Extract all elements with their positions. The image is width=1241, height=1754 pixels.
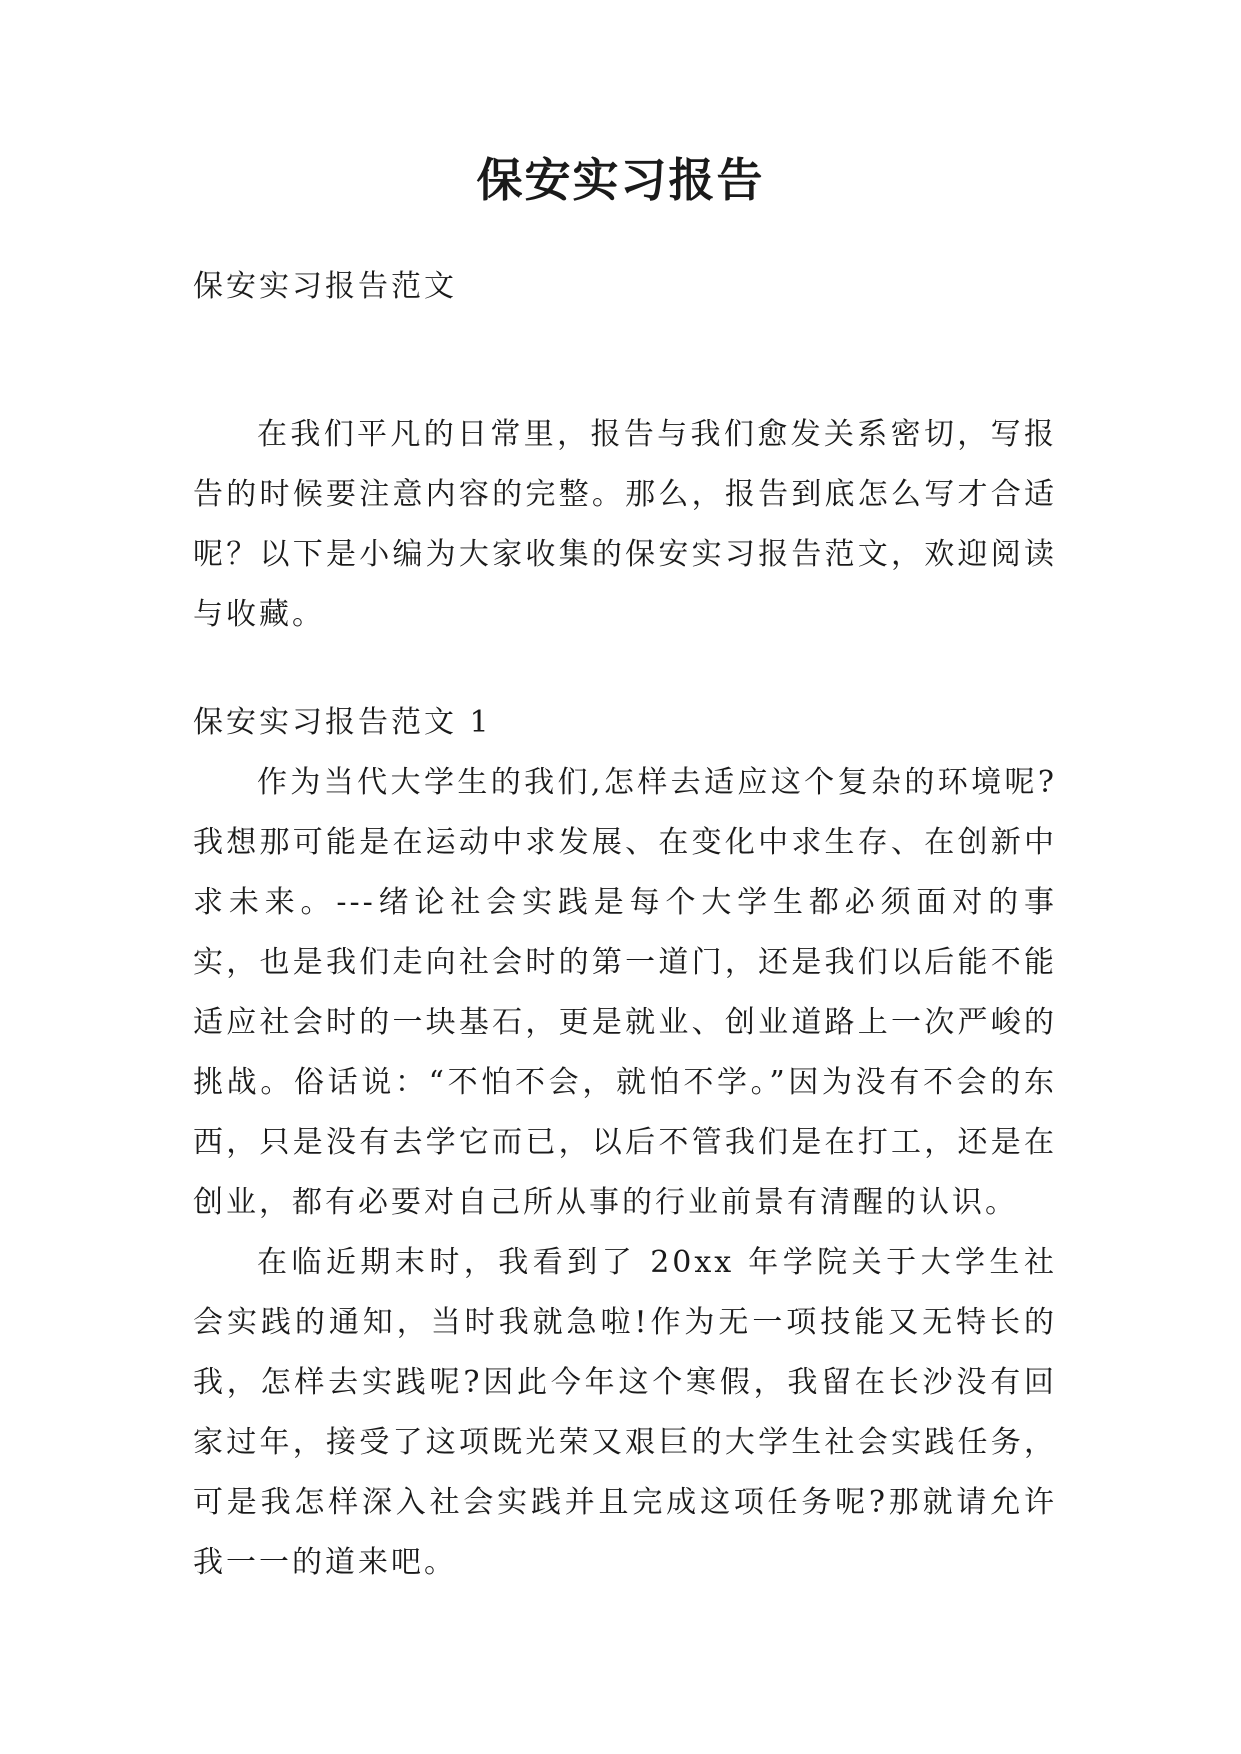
section-1-paragraph-2: 在临近期末时，我看到了 20xx 年学院关于大学生社会实践的通知，当时我就急啦!作为无一项技能又无特长的我，怎样去实践呢?因此今年这个寒假，我留在长沙没有回家过年，接受了这项既光荣又艰巨的大学生社会实践任务，可是我怎样深入社会实践并且完成这项任务呢?那就请允许我一一的道来吧。 (193, 1245, 1057, 1580)
section-1 (193, 693, 1057, 1593)
section-1-heading: 保安实习报告范文 1 (193, 705, 492, 740)
document-title: 保安实习报告 (476, 153, 765, 207)
document-subtitle: 保安实习报告范文 (193, 269, 457, 304)
intro-paragraph: 在我们平凡的日常里，报告与我们愈发关系密切，写报告的时候要注意内容的完整。那么，报告到底怎么写才合适呢？以下是小编为大家收集的保安实习报告范文，欢迎阅读与收藏。 (193, 417, 1057, 632)
section-1-paragraph-1: 作为当代大学生的我们,怎样去适应这个复杂的环境呢?我想那可能是在运动中求发展、在变化中求生存、在创新中求未来。---绪论社会实践是每个大学生都必须面对的事实，也是我们走向社会时的第一道门，还是我们以后能不能适应社会时的一块基石，更是就业、创业道路上一次严峻的挑战。俗话说：“不怕不会，就怕不学。”因为没有不会的东西，只是没有去学它而已，以后不管我们是在打工，还是在创业，都有必要对自己所从事的行业前景有清醒的认识。 (193, 765, 1057, 1220)
intro-section (193, 405, 1057, 645)
